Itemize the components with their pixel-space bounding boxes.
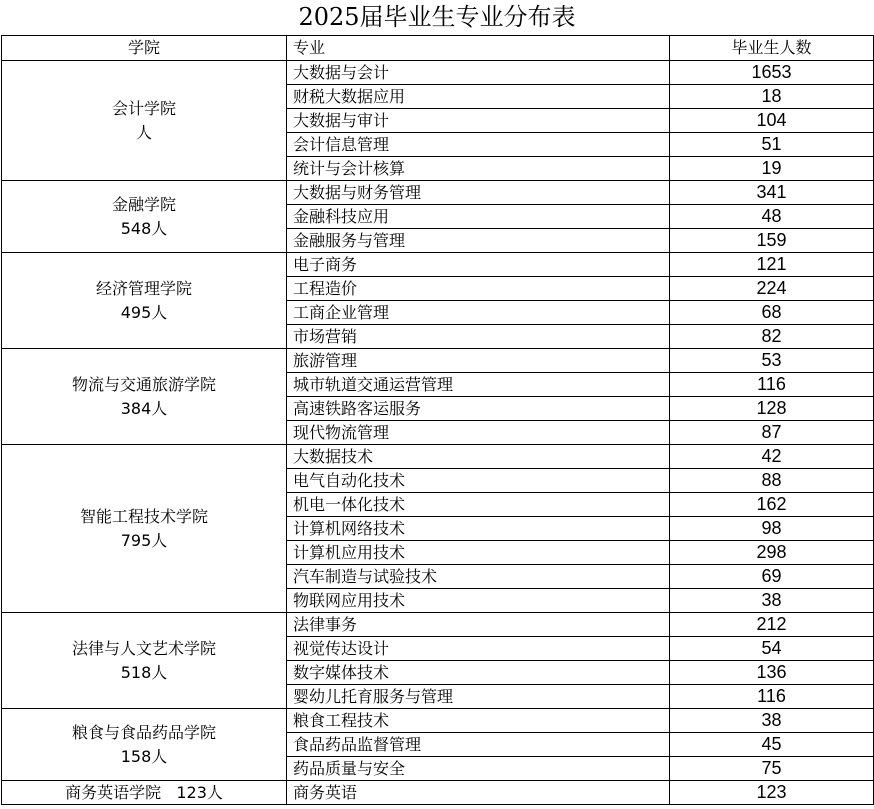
table-title: 2025届毕业生专业分布表	[298, 3, 576, 31]
college-total: 495人	[120, 302, 168, 322]
college-cell	[2, 613, 287, 709]
graduate-count: 224	[670, 277, 874, 301]
header-row	[2, 36, 874, 61]
major-name: 视觉传达设计	[287, 637, 670, 661]
college-name: 商务英语学院	[65, 783, 162, 802]
major-name: 汽车制造与试验技术	[287, 565, 670, 589]
table-row	[2, 613, 874, 637]
graduate-count: 341	[670, 181, 874, 205]
major-name: 电子商务	[287, 253, 670, 277]
header-college: 学院	[2, 36, 287, 61]
major-name: 药品质量与安全	[287, 757, 670, 781]
college-name: 粮食与食品药品学院	[71, 722, 216, 742]
graduate-count: 212	[670, 613, 874, 637]
graduate-count: 123	[670, 781, 874, 805]
graduate-count: 88	[670, 469, 874, 493]
major-name: 计算机网络技术	[287, 517, 670, 541]
graduate-count: 18	[670, 85, 874, 109]
major-name: 统计与会计核算	[287, 157, 670, 181]
college-cell	[2, 181, 287, 253]
college-name: 物流与交通旅游学院	[71, 374, 216, 394]
major-name: 物联网应用技术	[287, 589, 670, 613]
graduate-count: 54	[670, 637, 874, 661]
graduate-count: 45	[670, 733, 874, 757]
graduate-count: 19	[670, 157, 874, 181]
graduate-count: 136	[670, 661, 874, 685]
graduate-count: 51	[670, 133, 874, 157]
major-name: 大数据与会计	[287, 61, 670, 85]
graduate-count: 128	[670, 397, 874, 421]
major-name: 金融科技应用	[287, 205, 670, 229]
college-total: 123人	[176, 783, 223, 802]
major-name: 现代物流管理	[287, 421, 670, 445]
graduate-count: 75	[670, 757, 874, 781]
graduate-count: 162	[670, 493, 874, 517]
graduate-count: 1653	[670, 61, 874, 85]
major-name: 食品药品监督管理	[287, 733, 670, 757]
college-name: 智能工程技术学院	[79, 506, 208, 526]
major-name: 数字媒体技术	[287, 661, 670, 685]
distribution-table	[1, 35, 874, 805]
major-name: 大数据与财务管理	[287, 181, 670, 205]
major-name: 大数据与审计	[287, 109, 670, 133]
college-total: 795人	[120, 530, 168, 550]
college-total: 548人	[120, 218, 168, 238]
college-total: 人	[135, 122, 152, 142]
college-cell	[2, 253, 287, 349]
major-name: 机电一体化技术	[287, 493, 670, 517]
header-count: 毕业生人数	[670, 36, 874, 61]
major-name: 大数据技术	[287, 445, 670, 469]
graduate-count: 298	[670, 541, 874, 565]
major-name: 财税大数据应用	[287, 85, 670, 109]
table-row	[2, 709, 874, 733]
graduate-count: 82	[670, 325, 874, 349]
graduate-count: 116	[670, 685, 874, 709]
major-name: 计算机应用技术	[287, 541, 670, 565]
table-row	[2, 781, 874, 805]
graduate-count: 42	[670, 445, 874, 469]
graduate-count: 53	[670, 349, 874, 373]
graduate-count: 48	[670, 205, 874, 229]
major-name: 婴幼儿托育服务与管理	[287, 685, 670, 709]
major-name: 电气自动化技术	[287, 469, 670, 493]
college-cell	[2, 61, 287, 181]
table-row	[2, 181, 874, 205]
graduate-count: 159	[670, 229, 874, 253]
college-name: 会计学院	[111, 98, 176, 118]
college-total: 518人	[120, 662, 168, 682]
major-name: 旅游管理	[287, 349, 670, 373]
major-name: 工程造价	[287, 277, 670, 301]
major-name: 城市轨道交通运营管理	[287, 373, 670, 397]
graduate-count: 87	[670, 421, 874, 445]
college-name: 金融学院	[111, 194, 176, 214]
header-major: 专业	[287, 36, 670, 61]
college-name: 法律与人文艺术学院	[71, 638, 216, 658]
college-cell	[2, 709, 287, 781]
graduate-count: 116	[670, 373, 874, 397]
graduate-count: 68	[670, 301, 874, 325]
graduate-count: 38	[670, 709, 874, 733]
college-total: 158人	[120, 746, 168, 766]
college-cell	[2, 781, 287, 805]
graduate-count: 121	[670, 253, 874, 277]
table-row	[2, 349, 874, 373]
table-row	[2, 61, 874, 85]
major-name: 市场营销	[287, 325, 670, 349]
major-name: 金融服务与管理	[287, 229, 670, 253]
graduate-count: 98	[670, 517, 874, 541]
major-name: 法律事务	[287, 613, 670, 637]
major-name: 粮食工程技术	[287, 709, 670, 733]
college-name: 经济管理学院	[95, 278, 192, 298]
major-name: 商务英语	[287, 781, 670, 805]
major-name: 会计信息管理	[287, 133, 670, 157]
college-cell	[2, 445, 287, 613]
major-name: 工商企业管理	[287, 301, 670, 325]
table-body	[2, 61, 874, 805]
college-cell	[2, 349, 287, 445]
graduate-count: 69	[670, 565, 874, 589]
major-name: 高速铁路客运服务	[287, 397, 670, 421]
graduate-count: 38	[670, 589, 874, 613]
college-total: 384人	[120, 398, 168, 418]
graduate-count: 104	[670, 109, 874, 133]
table-row	[2, 445, 874, 469]
table-row	[2, 253, 874, 277]
